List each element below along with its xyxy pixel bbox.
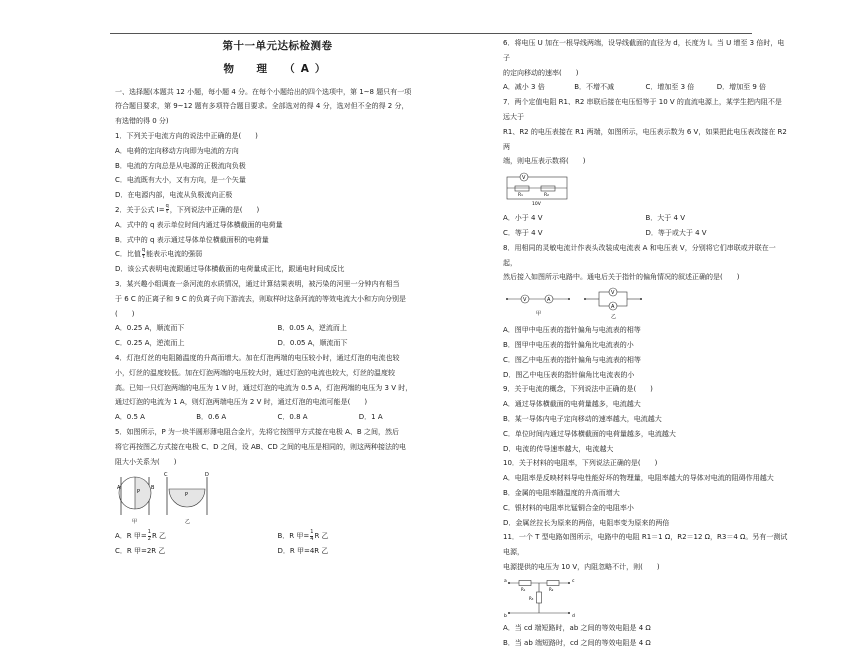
question-5-figure — [115, 471, 440, 527]
option: D．增加至 9 倍 — [717, 80, 788, 95]
option: C．增加至 3 倍 — [646, 80, 717, 95]
label-A: A — [611, 304, 615, 310]
option: A．电阻率是反映材料导电性能好坏的物理量，电阻率越大的导体对电流的阻碍作用越大 — [503, 471, 788, 486]
option: B．R 甲= $\frac{1}{4}$ R 乙 — [278, 529, 441, 544]
option: D．等于或大于 4 V — [646, 226, 789, 241]
label-A: A — [117, 485, 121, 491]
question-8-figure — [503, 287, 788, 321]
section-intro-line: 一、选择题(本题共 12 小题，每小题 4 分。在每个小题给出的四个选项中，第 1~8 题只有一项 — [115, 85, 440, 100]
fraction: $\frac{1}{4}$ — [310, 530, 313, 542]
label-A: A — [547, 297, 551, 303]
label-yi: 乙 — [611, 313, 616, 320]
option: A．0.5 A — [115, 410, 196, 425]
label-V: V — [523, 297, 527, 303]
label-R1: R₁ — [521, 587, 526, 592]
question-9-stem: 9．关于电流的概念，下列说法中正确的是( ) — [503, 382, 788, 397]
option: C．0.8 A — [278, 410, 359, 425]
label-R3: R₃ — [529, 596, 534, 601]
option: C．R 甲=2R 乙 — [115, 544, 278, 559]
question-3-stem: 于 6 C 的正离子和 9 C 的负离子向下游流去，则取样时这条河流的等效电流大小和方向分别是 — [115, 292, 440, 307]
series-resistor-circuit — [503, 171, 593, 209]
question-3-stem: ( ) — [115, 307, 440, 322]
option: D．R 甲=4R 乙 — [278, 544, 441, 559]
option: C．比值 $\frac{q}{t}$ 能表示电流的强弱 — [115, 247, 440, 262]
label-C: C — [164, 472, 168, 478]
option: A．0.25 A，顺流而下 — [115, 321, 278, 336]
label-jia: 甲 — [132, 518, 137, 525]
option: B．图甲中电压表的指针偏角比电流表的小 — [503, 338, 788, 353]
label-a: a — [504, 579, 507, 584]
option: B．式中的 q 表示通过导体单位横截面积的电荷量 — [115, 233, 440, 248]
option: D．图乙中电压表的指针偏角比电流表的小 — [503, 368, 788, 383]
section-intro-line: 符合题目要求，第 9~12 题有多项符合题目要求。全部选对的得 4 分，选对但不全的得 2 分， — [115, 99, 440, 114]
option-row — [115, 410, 440, 425]
question-4-stem: 通过灯泡的电流为 1 A，则灯泡两端电压为 2 V 时，通过灯泡的电流可能是( ) — [115, 395, 440, 410]
option: B．不增不减 — [574, 80, 645, 95]
option: A．当 cd 端短路时，ab 之间的等效电阻是 4 Ω — [503, 621, 788, 636]
option-row — [115, 321, 440, 336]
label-jia: 甲 — [536, 310, 541, 317]
exam-subject: 物 理 （A） — [115, 62, 440, 77]
label-V: V — [522, 175, 526, 181]
semicircle-resistor-diagram — [115, 471, 315, 527]
question-11-figure — [503, 577, 788, 619]
question-1-stem: 1．下列关于电流方向的说法中正确的是( ) — [115, 129, 440, 144]
question-5-stem: 5．如图所示，P 为一块半圆形薄电阻合金片，先将它按图甲方式接在电极 A、B 之间，然后 — [115, 425, 440, 440]
option: C．等于 4 V — [503, 226, 646, 241]
fraction: $\frac{q}{t}$ — [142, 248, 145, 260]
question-7-stem: R1、R2 的电压表接在 R1 两端，如图所示，电压表示数为 6 V，如果把此电压表改接在 R2 两 — [503, 125, 788, 155]
option: D．0.05 A，顺流而下 — [278, 336, 441, 351]
section-intro-line: 有选错的得 0 分) — [115, 114, 440, 129]
option: C．单位时间内通过导体横截面的电荷量越多，电流越大 — [503, 427, 788, 442]
question-4-stem: 高。已知一只灯泡两端的电压为 1 V 时，通过灯泡的电流为 0.5 A，灯泡两端的电压为 3 V 时， — [115, 381, 440, 396]
question-11-stem: 11．一个 T 型电路如图所示，电路中的电阻 R1＝1 Ω，R2＝12 Ω，R3＝4 Ω。另有一测试电源， — [503, 530, 788, 560]
option: B．0.05 A，逆流而上 — [278, 321, 441, 336]
t-circuit-diagram — [503, 577, 583, 619]
option: D．金属丝拉长为原来的两倍，电阻率变为原来的两倍 — [503, 516, 788, 531]
fraction: $\frac{1}{2}$ — [148, 530, 151, 542]
label-P: P — [137, 489, 140, 495]
label-D: D — [205, 472, 209, 478]
option-row — [115, 336, 440, 351]
option: A．减小 3 倍 — [503, 80, 574, 95]
question-2-stem: 2．关于公式 I= $\frac{q}{t}$ ，下列说法中正确的是( ) — [115, 203, 440, 218]
question-7-figure — [503, 171, 788, 209]
option: A．图甲中电压表的指针偏角与电流表的相等 — [503, 323, 788, 338]
label-R2: R₂ — [544, 192, 549, 198]
question-7-stem: 端，则电压表示数将( ) — [503, 154, 788, 169]
question-10-stem: 10．关于材料的电阻率，下列说法正确的是( ) — [503, 456, 788, 471]
option: D．电流的传导速率越大，电流越大 — [503, 442, 788, 457]
option: C．0.25 A，逆流而上 — [115, 336, 278, 351]
label-d: d — [572, 613, 575, 619]
option: C．电流既有大小，又有方向，是一个矢量 — [115, 173, 440, 188]
question-5-stem: 阻大小关系为( ) — [115, 455, 440, 470]
left-column — [115, 36, 440, 559]
label-B: B — [151, 485, 155, 491]
question-11-stem: 电源提供的电压为 10 V，内阻忽略不计，则( ) — [503, 560, 788, 575]
question-6-stem: 6．将电压 U 加在一根导线两端，设导线截面的直径为 d，长度为 l。当 U 增至 3 倍时，电子 — [503, 36, 788, 66]
option: D．1 A — [359, 410, 440, 425]
question-6-stem: 的定向移动的速率( ) — [503, 66, 788, 81]
label-P: P — [185, 492, 188, 498]
option: A．式中的 q 表示单位时间内通过导体横截面的电荷量 — [115, 218, 440, 233]
option: B．某一导体内电子定向移动的速率越大，电流越大 — [503, 412, 788, 427]
option: B．0.6 A — [196, 410, 277, 425]
question-4-stem: 小，灯丝的温度较低。加在灯泡两端的电压较大时，通过灯泡的电流也较大，灯丝的温度较 — [115, 366, 440, 381]
question-3-stem: 3．某兴趣小组调查一条河流的水质情况，通过计算结果表明，被污染的河里一分钟内有相当 — [115, 277, 440, 292]
option-row — [115, 529, 440, 544]
option: B．金属的电阻率随温度的升高而增大 — [503, 486, 788, 501]
option: A．电荷的定向移动方向即为电流的方向 — [115, 144, 440, 159]
label-R2: R₂ — [549, 587, 554, 592]
option-row — [503, 80, 788, 95]
option: B．大于 4 V — [646, 211, 789, 226]
question-8-stem: 然后接入如图所示电路中。通电后关于指针的偏角情况的叙述正确的是( ) — [503, 270, 788, 285]
option: C．图乙中电压表的指针偏角与电流表的相等 — [503, 353, 788, 368]
option: C．银材料的电阻率比锰铜合金的电阻率小 — [503, 501, 788, 516]
option-row — [503, 226, 788, 241]
right-column — [503, 36, 788, 650]
meter-circuits — [503, 287, 703, 321]
label-yi: 乙 — [185, 518, 190, 525]
question-5-stem: 将它再按图乙方式接在电极 C、D 之间，设 AB、CD 之间的电压是相同的，则这两种接法的电 — [115, 440, 440, 455]
option: D．该公式表明电流跟通过导体横截面的电荷量成正比，跟通电时间成反比 — [115, 262, 440, 277]
fraction: $\frac{q}{t}$ — [166, 204, 169, 216]
label-R1: R₁ — [518, 192, 523, 198]
option: A．小于 4 V — [503, 211, 646, 226]
question-4-stem: 4．灯泡灯丝的电阻随温度的升高而增大。加在灯泡两端的电压较小时，通过灯泡的电流也较 — [115, 351, 440, 366]
exam-title: 第十一单元达标检测卷 — [115, 39, 440, 54]
label-V: V — [611, 290, 615, 296]
question-7-stem: 7．两个定值电阻 R1、R2 串联后接在电压恒等于 10 V 的直流电源上，某学生把内阻不是远大于 — [503, 95, 788, 125]
option-row — [503, 211, 788, 226]
question-8-stem: 8．用相同的灵敏电流计作表头改装成电流表 A 和电压表 V，分别将它们串联或并联在一起， — [503, 241, 788, 271]
option: B．电流的方向总是从电源的正极流向负极 — [115, 159, 440, 174]
label-b: b — [504, 613, 507, 619]
header-rule — [110, 33, 752, 34]
option: A．通过导体横截面的电荷量越多，电流越大 — [503, 397, 788, 412]
option: B．当 ab 端短路时，cd 之间的等效电阻是 4 Ω — [503, 636, 788, 650]
label-c: c — [572, 579, 575, 584]
option: D．在电源内部，电流从负极流向正极 — [115, 188, 440, 203]
option-row — [115, 544, 440, 559]
option: A．R 甲= $\frac{1}{2}$ R 乙 — [115, 529, 278, 544]
label-U: 10V — [532, 201, 542, 207]
